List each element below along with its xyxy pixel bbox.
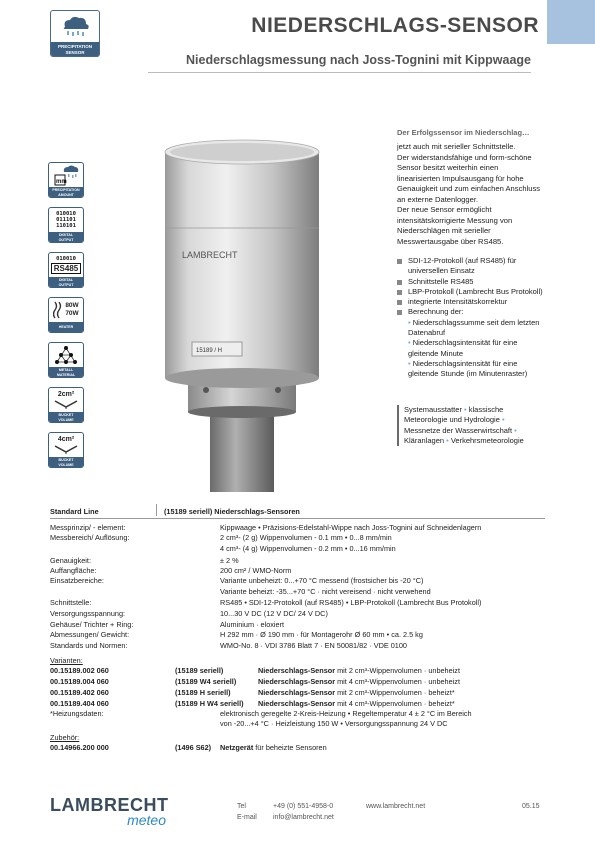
- bucket-4-text: 4cm²: [57, 436, 75, 443]
- icon-label: OUTPUT: [58, 283, 74, 287]
- binary-line: 010010: [56, 210, 76, 217]
- product-brand-text: LAMBRECHT: [182, 250, 238, 260]
- application-item: Systemausstatter: [404, 405, 462, 414]
- heater-icon: [49, 298, 83, 322]
- intro-paragraph: Der widerstandsfähige und form-schöne Sensor besitzt weiterhin einen linearisierten Impulsausgang für hohe Genauigkeit und zum einfachen Anschluss an externe Datenlogger.: [397, 152, 541, 204]
- binary-line: 110101: [56, 223, 76, 230]
- logo-subline: meteo: [127, 812, 166, 828]
- application-item: Verkehrsmeteorologie: [450, 435, 524, 445]
- heater-70w: 70W: [65, 310, 79, 317]
- icon-label: VOLUME: [58, 418, 74, 422]
- logo-wordmark: LAMBRECHT: [50, 795, 169, 815]
- header-divider: [148, 72, 531, 73]
- intro-body: [397, 142, 542, 247]
- email-link[interactable]: info@lambrecht.net: [273, 814, 334, 821]
- mm-text: mm: [56, 179, 67, 185]
- sub-feature-item: • Niederschlagsintensität für eine gleitende Stunde (im Minutenraster): [408, 358, 528, 379]
- icon-label: BUCKET: [58, 458, 74, 462]
- rs485-output-badge: [48, 252, 84, 288]
- website-link[interactable]: www.lambrecht.net: [366, 803, 426, 810]
- page-title: NIEDERSCHLAGS-SENSOR: [251, 14, 539, 37]
- icon-label: AMOUNT: [58, 193, 74, 197]
- application-item: Messnetze der Wasserwirtschaft: [404, 425, 513, 435]
- product-photo: [160, 132, 360, 492]
- precipitation-sensor-badge: [50, 10, 100, 57]
- spec-header-divider: [156, 504, 157, 516]
- bucket-4-icon: [49, 433, 83, 457]
- rain-gauge-icon: [49, 163, 83, 187]
- accessories-label: Zubehör:: [50, 733, 80, 742]
- application-item: klassische Meteorologie und Hydrologie: [404, 405, 504, 425]
- intro-paragraph: jetzt auch mit serieller Schnittstelle.: [397, 142, 516, 151]
- spec-header-left: Standard Line: [50, 507, 99, 516]
- intro-heading: Der Erfolgssensor im Niederschlag…: [397, 128, 530, 137]
- bucket-4-badge: [48, 432, 84, 468]
- icon-label: BUCKET: [58, 413, 74, 417]
- digital-output-icon: [49, 208, 83, 232]
- badge-label-2: SENSOR: [65, 50, 85, 55]
- sub-feature-item: • Niederschlagssumme seit dem letzten Datenabruf: [408, 317, 540, 338]
- feature-item: Schnittstelle RS485: [397, 277, 545, 287]
- icon-label: DIGITAL: [58, 278, 74, 282]
- binary-line: 010010: [56, 256, 76, 263]
- bucket-2-text: 2cm²: [57, 391, 75, 398]
- badge-label-1: PRECIPITATION: [57, 44, 93, 49]
- metal-material-badge: [48, 342, 84, 378]
- binary-line: 011101: [56, 216, 76, 223]
- rs485-icon: [49, 253, 83, 277]
- icon-label: PRECIPITATION: [52, 188, 80, 192]
- applications-box: Systemausstatter • klassische Meteorologie und Hydrologie • Messnetze der Wasserwirtschaft • Kläranlagen • Verkehrsmeteorologie: [397, 405, 542, 446]
- metal-icon: [49, 343, 83, 367]
- spec-header-right: (15189 seriell) Niederschlags-Sensoren: [164, 507, 300, 516]
- document-date: 05.15: [522, 803, 540, 810]
- feature-item: SDI-12-Protokoll (auf RS485) für universellen Einsatz: [397, 256, 545, 277]
- feature-item: Berechnung der:: [397, 307, 545, 317]
- rain-cloud-icon: [51, 11, 99, 42]
- feature-item: LBP-Protokoll (Lambrecht Bus Protokoll): [397, 287, 545, 297]
- email-label: E-mail: [237, 814, 257, 821]
- intro-paragraph: Der neue Sensor ermöglicht intensitätskorrigierte Messung von Niederschlägen mit serieller Messwertausgabe über RS485.: [397, 205, 513, 246]
- icon-label: VOLUME: [58, 463, 74, 467]
- precipitation-amount-badge: [48, 162, 84, 198]
- page-subtitle: Niederschlagsmessung nach Joss-Tognini mit Kippwaage: [186, 53, 531, 67]
- bucket-2-icon: [49, 388, 83, 412]
- icon-label: OUTPUT: [58, 238, 74, 242]
- feature-list: [397, 256, 545, 380]
- bucket-2-badge: [48, 387, 84, 423]
- icon-label: HEATER: [58, 325, 74, 329]
- tel-number: +49 (0) 551-4958-0: [273, 803, 334, 810]
- tel-label: Tel: [237, 803, 246, 810]
- icon-label: DIGITAL: [58, 233, 74, 237]
- accent-corner: [547, 0, 595, 44]
- icon-label: MATERIAL: [56, 373, 76, 377]
- lambrecht-logo: [50, 796, 170, 826]
- rs485-text: RS485: [51, 263, 81, 274]
- heater-80w: 80W: [65, 302, 79, 309]
- application-item: Kläranlagen: [404, 435, 445, 445]
- spec-rule: [50, 518, 545, 519]
- product-plate-text: 15189 / H: [196, 348, 223, 354]
- variants-label: Varianten:: [50, 656, 83, 665]
- icon-label: METALL: [58, 368, 74, 372]
- feature-item: integrierte Intensitätskorrektur: [397, 297, 545, 307]
- digital-output-badge: [48, 207, 84, 243]
- heater-badge: [48, 297, 84, 333]
- sub-feature-item: • Niederschlagsintensität für eine gleitende Minute: [408, 338, 518, 358]
